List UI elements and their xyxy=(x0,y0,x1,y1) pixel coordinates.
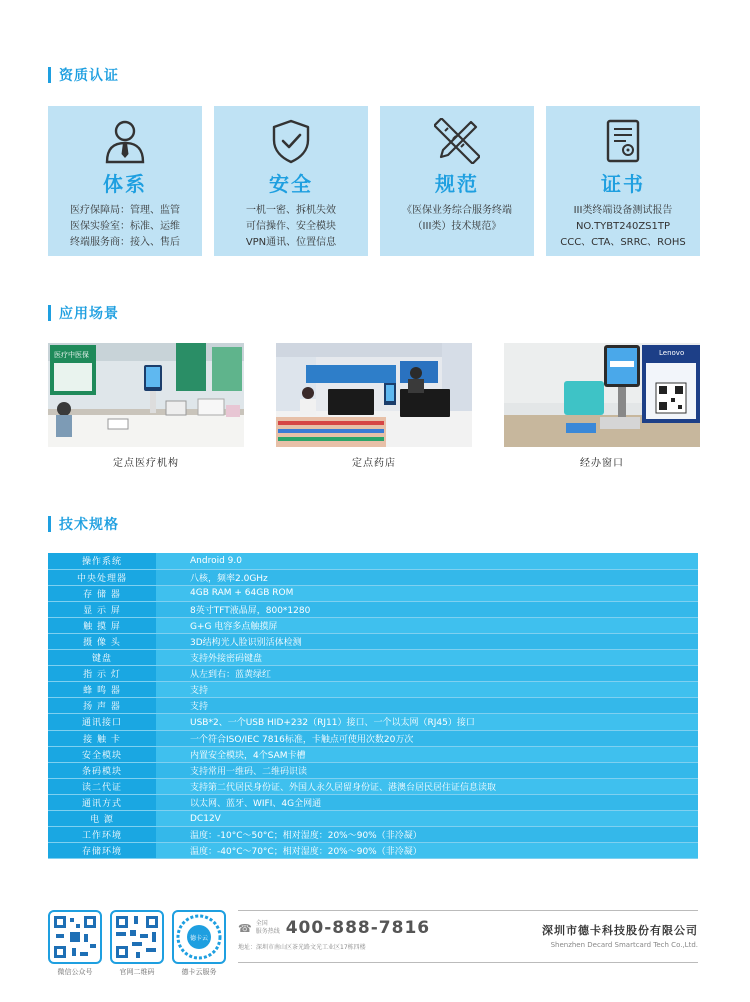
section-title-text: 应用场景 xyxy=(59,306,119,322)
clinic-sign-text: 医疗中医保 xyxy=(54,351,89,359)
spec-row xyxy=(48,778,698,794)
spec-table xyxy=(48,553,698,859)
qr-cloud-service xyxy=(172,910,226,977)
section-title-scenarios xyxy=(48,304,119,322)
card-line: III类终端设备测试报告 xyxy=(573,205,673,216)
scenario-photos xyxy=(48,343,700,469)
spec-key: 安全模块 xyxy=(48,746,156,762)
spec-key: 工作环境 xyxy=(48,827,156,843)
scene-service-window xyxy=(504,343,700,469)
shield-check-icon xyxy=(268,118,314,164)
spec-value: 支持 xyxy=(156,682,698,698)
spec-value: 内置安全模块，4个SAM卡槽 xyxy=(156,746,698,762)
spec-key: 显 示 屏 xyxy=(48,601,156,617)
spec-value: 4GB RAM + 64GB ROM xyxy=(156,585,698,601)
ruler-pencil-icon xyxy=(434,118,480,164)
service-hotline xyxy=(238,918,430,938)
spec-value: 支持第二代居民身份证、外国人永久居留身份证、港澳台居民居住证信息读取 xyxy=(156,778,698,794)
spec-value: 支持外接密码键盘 xyxy=(156,650,698,666)
spec-value: 3D结构光人脸识别活体检测 xyxy=(156,633,698,649)
mini-program-code-icon xyxy=(174,912,224,962)
spec-row xyxy=(48,650,698,666)
spec-key: 蜂 鸣 器 xyxy=(48,682,156,698)
spec-row xyxy=(48,730,698,746)
spec-key: 存 储 器 xyxy=(48,585,156,601)
spec-key: 中央处理器 xyxy=(48,569,156,585)
footer-bottom-line xyxy=(238,962,698,963)
spec-row xyxy=(48,633,698,649)
spec-row xyxy=(48,794,698,810)
qr-code-icon xyxy=(50,912,100,962)
company-name-cn: 深圳市德卡科技股份有限公司 xyxy=(542,924,698,937)
spec-row xyxy=(48,811,698,827)
card-title: 体系 xyxy=(103,172,147,196)
spec-value: 八核，频率2.0GHz xyxy=(156,569,698,585)
spec-row xyxy=(48,714,698,730)
spec-row xyxy=(48,762,698,778)
spec-value: 支持常用一维码、二维码识读 xyxy=(156,762,698,778)
service-window-photo xyxy=(504,343,700,447)
card-line: 一机一密、拆机失效 xyxy=(245,205,336,216)
card-line: 医疗保障局：管理、监管 xyxy=(70,205,180,216)
medical-institution-photo xyxy=(48,343,244,447)
card-title: 证书 xyxy=(601,172,645,196)
scene-pharmacy xyxy=(276,343,472,469)
spec-row xyxy=(48,827,698,843)
card-line: VPN通讯、位置信息 xyxy=(245,237,337,248)
spec-row xyxy=(48,585,698,601)
spec-value: Android 9.0 xyxy=(156,553,698,569)
spec-key: 操作系统 xyxy=(48,553,156,569)
spec-key: 键盘 xyxy=(48,650,156,666)
card-line: 医保实验室：标准、运维 xyxy=(70,221,180,232)
section-title-qualifications xyxy=(48,66,119,84)
spec-row xyxy=(48,746,698,762)
section-title-text: 资质认证 xyxy=(59,68,119,84)
spec-value: 8英寸TFT液晶屏，800*1280 xyxy=(156,601,698,617)
mini-program-center-text: 德卡云 xyxy=(189,935,209,942)
card-line: CCC、CTA、SRRC、ROHS xyxy=(560,237,686,248)
qr-code-image xyxy=(172,910,226,964)
spec-key: 指 示 灯 xyxy=(48,666,156,682)
spec-row xyxy=(48,666,698,682)
section-title-bar xyxy=(48,516,51,532)
card-title: 规范 xyxy=(435,172,479,196)
pharmacy-photo xyxy=(276,343,472,447)
spec-value: G+G 电容多点触摸屏 xyxy=(156,617,698,633)
spec-row xyxy=(48,698,698,714)
scene-caption: 定点医疗机构 xyxy=(113,458,179,469)
person-tie-icon xyxy=(102,118,148,164)
spec-key: 通讯方式 xyxy=(48,794,156,810)
spec-key: 读二代证 xyxy=(48,778,156,794)
spec-key: 摄 像 头 xyxy=(48,633,156,649)
section-title-bar xyxy=(48,305,51,321)
scene-medical-institution xyxy=(48,343,244,469)
spec-row xyxy=(48,617,698,633)
spec-key: 接 触 卡 xyxy=(48,730,156,746)
spec-value: 以太网、蓝牙、WIFI、4G全网通 xyxy=(156,794,698,810)
spec-value: 温度：-10°C～50°C；相对湿度：20%～90%（非冷凝） xyxy=(156,827,698,843)
qr-label: 微信公众号 xyxy=(57,968,93,976)
spec-key: 条码模块 xyxy=(48,762,156,778)
spec-row xyxy=(48,553,698,569)
company-address: 地址：深圳市南山区茶光路文光工业区17栋四楼 xyxy=(238,944,366,951)
hotline-label-line: 全国 xyxy=(255,920,268,927)
spec-value: DC12V xyxy=(156,811,698,827)
qr-code-image xyxy=(48,910,102,964)
phone-icon: ☎ xyxy=(238,921,252,935)
card-line: 终端服务商：接入、售后 xyxy=(70,237,180,248)
card-system xyxy=(48,106,202,256)
qualification-cards xyxy=(48,106,700,256)
section-title-text: 技术规格 xyxy=(59,517,119,533)
spec-key: 存储环境 xyxy=(48,843,156,859)
hotline-label xyxy=(256,920,280,936)
certificate-document-icon xyxy=(600,118,646,164)
spec-row xyxy=(48,569,698,585)
card-title: 安全 xyxy=(269,172,313,196)
scene-caption: 经办窗口 xyxy=(580,458,624,469)
section-title-bar xyxy=(48,67,51,83)
spec-key: 电 源 xyxy=(48,811,156,827)
card-line: 可信操作、安全模块 xyxy=(245,221,336,232)
qr-code-icon xyxy=(112,912,162,962)
qr-website xyxy=(110,910,164,977)
spec-row xyxy=(48,682,698,698)
spec-value: USB*2、一个USB HID+232（RJ11）接口、一个以太网（RJ45）接口 xyxy=(156,714,698,730)
qr-wechat xyxy=(48,910,102,977)
spec-value: 从左到右：蓝黄绿红 xyxy=(156,666,698,682)
qr-label: 官网二维码 xyxy=(119,968,155,976)
spec-value: 支持 xyxy=(156,698,698,714)
lenovo-sign-text: Lenovo xyxy=(659,349,685,357)
hotline-label-line: 服务热线 xyxy=(255,928,280,935)
company-info xyxy=(542,922,698,949)
qr-code-group xyxy=(48,910,226,977)
spec-row xyxy=(48,843,698,859)
spec-key: 通讯接口 xyxy=(48,714,156,730)
footer-top-line xyxy=(238,910,698,911)
scene-caption: 定点药店 xyxy=(352,458,396,469)
card-security xyxy=(214,106,368,256)
card-line: NO.TYBT240ZS1TP xyxy=(575,221,671,232)
qr-label: 德卡云服务 xyxy=(181,968,217,976)
card-line: （III类）技术规范》 xyxy=(412,221,502,232)
section-title-specs xyxy=(48,515,119,533)
spec-value: 温度：-40°C～70°C；相对湿度：20%～90%（非冷凝） xyxy=(156,843,698,859)
card-standard xyxy=(380,106,534,256)
spec-key: 触 摸 屏 xyxy=(48,617,156,633)
spec-row xyxy=(48,601,698,617)
card-certificate xyxy=(546,106,700,256)
spec-value: 一个符合ISO/IEC 7816标准，卡触点可使用次数20万次 xyxy=(156,730,698,746)
spec-key: 扬 声 器 xyxy=(48,698,156,714)
card-line: 《医保业务综合服务终端 xyxy=(402,205,512,216)
qr-code-image xyxy=(110,910,164,964)
hotline-number: 400-888-7816 xyxy=(285,918,431,938)
company-name-en: Shenzhen Decard Smartcard Tech Co.,Ltd. xyxy=(550,941,698,949)
